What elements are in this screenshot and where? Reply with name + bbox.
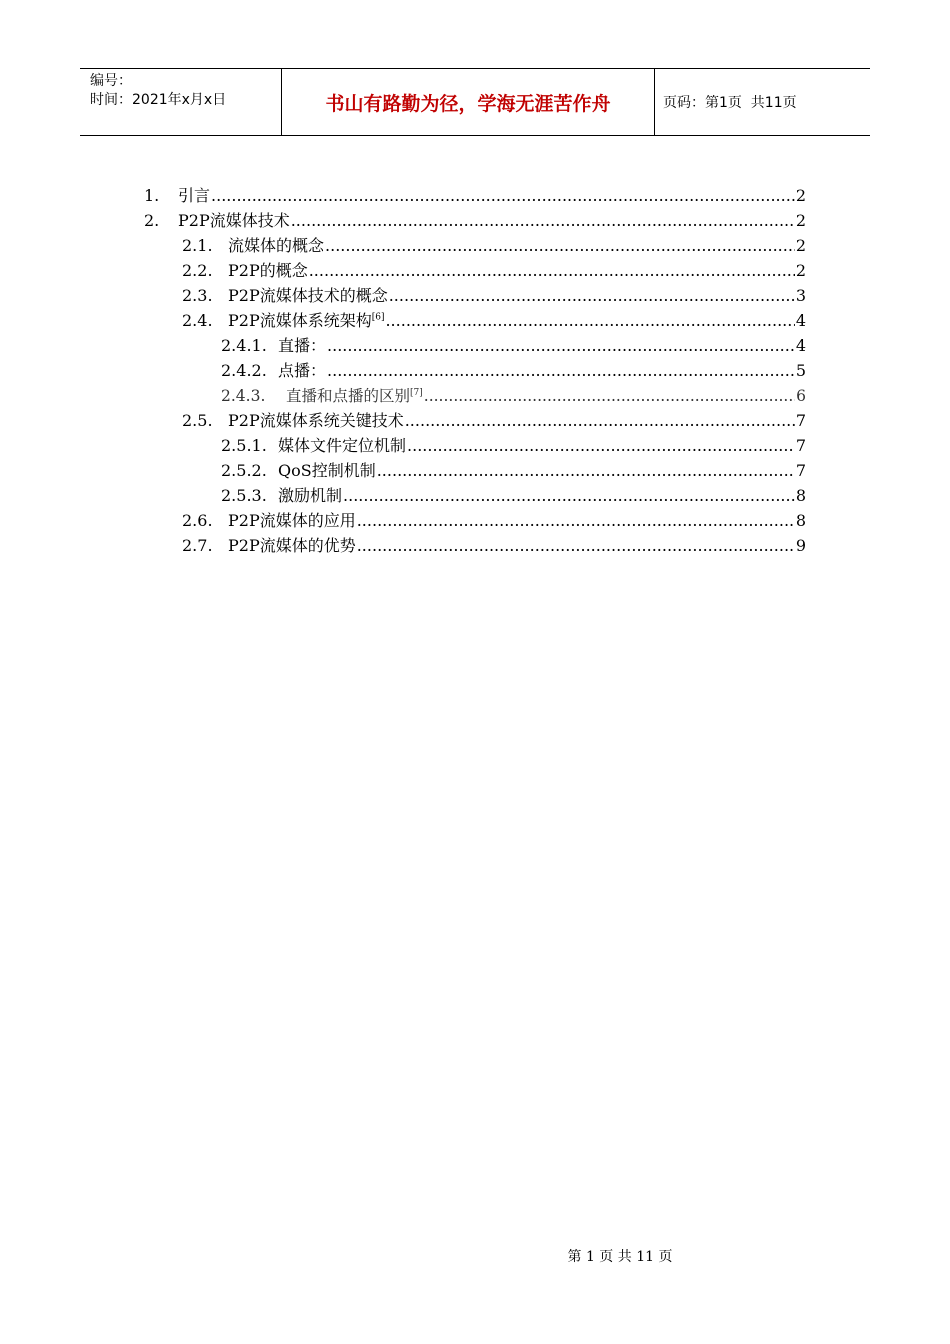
- toc-title-text: 直播和点播的区别: [286, 387, 411, 405]
- toc-entry[interactable]: [221, 359, 806, 383]
- toc-leader: [389, 284, 795, 308]
- toc-page: 8: [795, 486, 806, 505]
- toc-number: 2.4.1.: [221, 336, 267, 355]
- toc-leader: [377, 459, 795, 483]
- toc-title: 激励机制: [278, 486, 343, 505]
- toc-title: P2P的概念: [228, 261, 308, 280]
- toc-number: 2.5.3.: [221, 486, 267, 505]
- toc-leader: [325, 234, 795, 258]
- toc-entry[interactable]: [182, 309, 806, 333]
- toc-page: 2: [795, 261, 806, 280]
- toc-leader: [385, 309, 794, 333]
- toc-title: [286, 384, 423, 408]
- toc-page: 5: [795, 361, 806, 380]
- citation-mark: [7]: [410, 387, 423, 398]
- toc-title: P2P流媒体技术的概念: [228, 286, 388, 305]
- toc-title: P2P流媒体系统关键技术: [228, 411, 404, 430]
- toc-entry[interactable]: [182, 509, 806, 533]
- toc-leader: [291, 209, 795, 233]
- toc-entry[interactable]: [182, 284, 806, 308]
- toc-entry[interactable]: [221, 484, 806, 508]
- header-motto-cell: [281, 69, 655, 135]
- toc-page: 7: [795, 461, 806, 480]
- citation-mark: [6]: [371, 312, 385, 323]
- toc-number: 2.6.: [182, 511, 213, 530]
- toc-leader: [211, 184, 795, 208]
- toc-entry[interactable]: [182, 409, 806, 433]
- toc-page: 4: [795, 311, 806, 330]
- toc-title: P2P流媒体技术: [178, 211, 290, 230]
- toc-leader: [327, 359, 795, 383]
- toc-number: 2.4.3.: [221, 387, 266, 405]
- toc-leader: [343, 484, 795, 508]
- toc-page: 2: [795, 186, 806, 205]
- toc-entry[interactable]: [221, 459, 806, 483]
- toc-title: P2P流媒体的优势: [228, 536, 356, 555]
- toc-page: 7: [795, 411, 806, 430]
- toc-page: 2: [795, 211, 806, 230]
- toc-number: 1.: [144, 186, 160, 205]
- toc-title-text: P2P流媒体系统架构: [228, 311, 372, 330]
- toc-page: 3: [795, 286, 806, 305]
- toc-number: 2.: [144, 211, 160, 230]
- toc-page: 7: [795, 436, 806, 455]
- toc-page: 8: [795, 511, 806, 530]
- toc-number: 2.4.2.: [221, 361, 267, 380]
- toc-title: 流媒体的概念: [228, 236, 325, 255]
- toc-entry[interactable]: [182, 534, 806, 558]
- toc-leader: [424, 384, 795, 408]
- toc-page: 2: [795, 236, 806, 255]
- time-label: 时间：2021年x月x日: [90, 92, 227, 108]
- number-label: 编号：: [90, 73, 132, 89]
- toc-number: 2.5.1.: [221, 436, 267, 455]
- toc-title: 媒体文件定位机制: [278, 436, 407, 455]
- toc-title: 引言: [178, 186, 211, 205]
- motto-text: 书山有路勤为径，学海无涯苦作舟: [325, 92, 611, 115]
- toc-leader: [327, 334, 795, 358]
- toc-leader: [357, 509, 795, 533]
- header-left-cell: [80, 69, 281, 135]
- toc-title: P2P流媒体的应用: [228, 511, 356, 530]
- toc-title: 直播：: [278, 336, 327, 355]
- toc-entry[interactable]: [144, 184, 806, 208]
- toc-page: 4: [795, 336, 806, 355]
- toc-entry[interactable]: [182, 259, 806, 283]
- page-header: [80, 68, 870, 136]
- toc-entry[interactable]: [144, 209, 806, 233]
- toc-entry[interactable]: [221, 434, 806, 458]
- toc-leader: [309, 259, 795, 283]
- toc-number: 2.5.2.: [221, 461, 267, 480]
- toc-number: 2.2.: [182, 261, 213, 280]
- toc-leader: [407, 434, 795, 458]
- toc-number: 2.4.: [182, 311, 213, 330]
- header-page-cell: [655, 69, 870, 135]
- toc-entry[interactable]: [221, 334, 806, 358]
- toc-entry[interactable]: [182, 234, 806, 258]
- toc-title: 点播：: [278, 361, 327, 380]
- toc-title: [228, 309, 384, 333]
- toc-page: 9: [795, 536, 806, 555]
- footer-page-number: 第 1 页 共 11 页: [567, 1249, 673, 1265]
- toc-number: 2.5.: [182, 411, 213, 430]
- toc-leader: [357, 534, 795, 558]
- page-footer: [145, 1246, 950, 1266]
- toc-number: 2.7.: [182, 536, 213, 555]
- page-info: 页码：第1页 共11页: [663, 95, 797, 111]
- toc-number: 2.1.: [182, 236, 213, 255]
- toc-leader: [405, 409, 795, 433]
- toc-page: 6: [796, 387, 806, 405]
- toc-number: 2.3.: [182, 286, 213, 305]
- toc-title: QoS控制机制: [278, 461, 376, 480]
- toc-entry[interactable]: [221, 384, 806, 408]
